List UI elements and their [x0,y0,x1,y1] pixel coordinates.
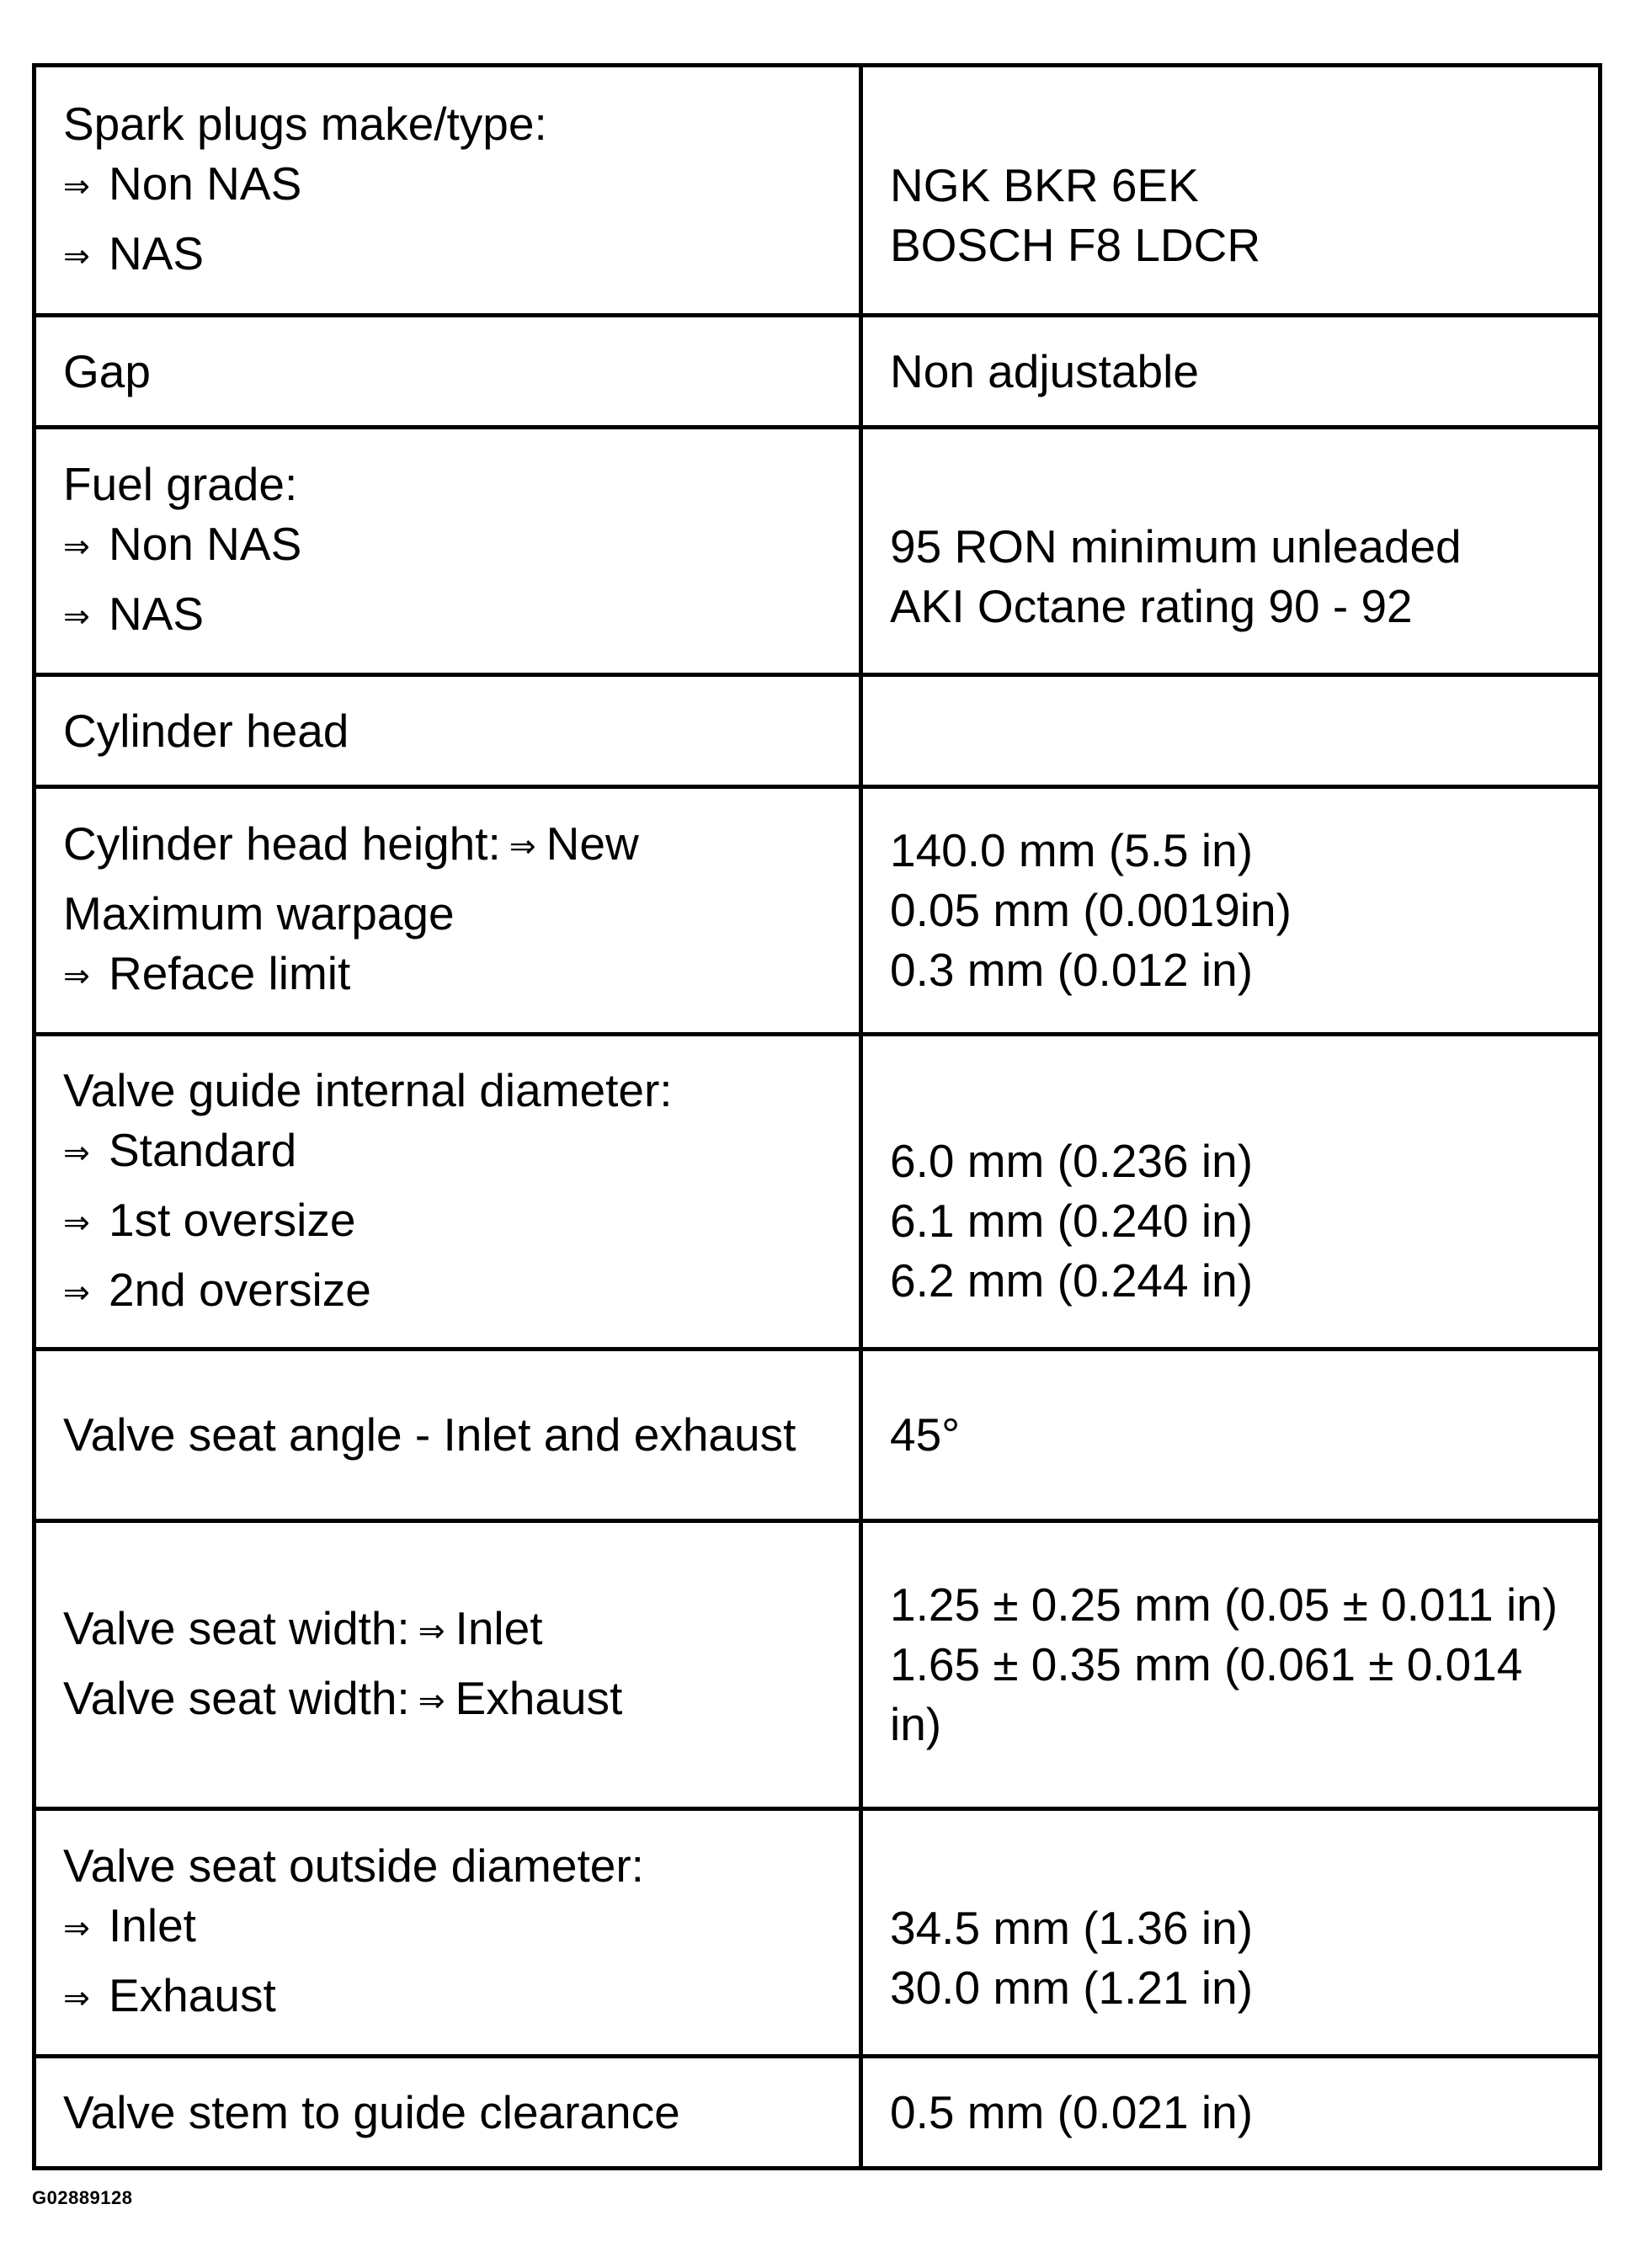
maximum-warpage-value: 0.05 mm (0.0019in) [890,884,1292,936]
arrow-icon: ⇒ [418,1683,445,1719]
valve-guide-value-standard: 6.0 mm (0.236 in) [890,1135,1254,1187]
spark-plugs-value-nas: BOSCH F8 LDCR [890,219,1261,271]
valve-seat-width-value-cell [861,1521,1601,1809]
spark-plugs-non-nas: Non NAS [109,157,302,210]
valve-seat-width-value-exhaust: 1.65 ± 0.35 mm (0.061 ± 0.014 in) [890,1638,1523,1750]
arrow-icon: ⇒ [418,1613,445,1649]
spark-plugs-value-cell [861,66,1601,316]
cylinder-head-height-value: 140.0 mm (5.5 in) [890,824,1254,876]
table-row-spark-plugs [35,66,1601,316]
spark-plugs-title: Spark plugs make/type: [63,97,547,150]
valve-seat-outside-value-exhaust: 30.0 mm (1.21 in) [890,1961,1254,2014]
valve-stem-clearance-label-cell [35,2057,861,2169]
valve-guide-value-1st-oversize: 6.1 mm (0.240 in) [890,1195,1254,1247]
table-row-cylinder-head [35,675,1601,787]
specifications-table [32,63,1602,2170]
table-row-valve-stem-clearance [35,2057,1601,2169]
fuel-grade-value-non-nas: 95 RON minimum unleaded [890,519,1462,572]
valve-stem-clearance-value: 0.5 mm (0.021 in) [890,2085,1254,2138]
valve-guide-title: Valve guide internal diameter: [63,1063,673,1116]
table-row-valve-seat-angle [35,1350,1601,1521]
cylinder-head-title: Cylinder head [63,704,349,757]
fuel-grade-non-nas: Non NAS [109,518,302,570]
valve-guide-standard: Standard [109,1123,297,1176]
valve-seat-width-exhaust: Exhaust [455,1671,623,1724]
arrow-icon: ⇒ [63,168,90,205]
table-row-fuel-grade [35,428,1601,675]
valve-guide-label-cell [35,1035,861,1350]
arrow-icon: ⇒ [63,1275,90,1311]
spark-plugs-value-non-nas: NGK BKR 6EK [890,159,1199,211]
reface-limit-label: Reface limit [109,947,351,999]
cylinder-head-height-label: Cylinder head height: [63,817,501,870]
valve-seat-angle-title: Valve seat angle - Inlet and exhaust [63,1408,796,1461]
valve-seat-outside-inlet: Inlet [109,1899,196,1951]
fuel-grade-value-nas: AKI Octane rating 90 - 92 [890,579,1413,632]
arrow-icon: ⇒ [63,1135,90,1171]
arrow-icon: ⇒ [63,238,90,274]
valve-seat-outside-exhaust: Exhaust [109,1969,276,2021]
reface-limit-value: 0.3 mm (0.012 in) [890,944,1254,996]
arrow-icon: ⇒ [63,959,90,994]
cylinder-head-label-cell [35,675,861,787]
valve-seat-outside-title: Valve seat outside diameter: [63,1839,644,1892]
fuel-grade-label-cell [35,428,861,675]
cylinder-head-height-new: New [546,817,639,870]
table-row-valve-seat-width [35,1521,1601,1809]
valve-seat-width-inlet: Inlet [455,1601,543,1654]
arrow-icon: ⇒ [63,530,90,565]
valve-stem-clearance-title: Valve stem to guide clearance [63,2085,680,2138]
gap-title: Gap [63,344,151,397]
figure-id: G02889128 [32,2187,133,2208]
fuel-grade-nas: NAS [109,588,205,640]
cylinder-head-height-label-cell [35,787,861,1035]
arrow-icon: ⇒ [63,599,90,635]
arrow-icon: ⇒ [63,1205,90,1241]
table-row-cylinder-head-height [35,787,1601,1035]
spark-plugs-nas: NAS [109,226,205,280]
table-row-gap [35,316,1601,428]
arrow-icon: ⇒ [63,1911,90,1946]
valve-seat-width-inlet-label: Valve seat width: [63,1601,410,1654]
valve-guide-2nd-oversize: 2nd oversize [109,1263,371,1316]
fuel-grade-value-cell [861,428,1601,675]
gap-label-cell [35,316,861,428]
table-row-valve-guide-diameter [35,1035,1601,1350]
gap-value-cell [861,316,1601,428]
gap-value: Non adjustable [890,344,1199,397]
valve-seat-width-value-inlet: 1.25 ± 0.25 mm (0.05 ± 0.011 in) [890,1579,1558,1631]
cylinder-head-value-cell [861,675,1601,787]
valve-seat-outside-label-cell [35,1809,861,2057]
valve-guide-value-2nd-oversize: 6.2 mm (0.244 in) [890,1254,1254,1307]
arrow-icon: ⇒ [509,829,536,865]
valve-seat-angle-value: 45° [890,1408,961,1461]
valve-seat-width-exhaust-label: Valve seat width: [63,1671,410,1724]
table-row-valve-seat-outside-diameter [35,1809,1601,2057]
valve-seat-outside-value-inlet: 34.5 mm (1.36 in) [890,1901,1254,1954]
valve-stem-clearance-value-cell [861,2057,1601,2169]
cylinder-head-height-value-cell [861,787,1601,1035]
fuel-grade-title: Fuel grade: [63,458,298,510]
maximum-warpage-label: Maximum warpage [63,887,455,940]
valve-seat-outside-value-cell [861,1809,1601,2057]
valve-guide-value-cell [861,1035,1601,1350]
spark-plugs-label-cell [35,66,861,316]
valve-seat-angle-value-cell [861,1350,1601,1521]
valve-seat-angle-label-cell [35,1350,861,1521]
arrow-icon: ⇒ [63,1981,90,2016]
valve-seat-width-label-cell [35,1521,861,1809]
valve-guide-1st-oversize: 1st oversize [109,1193,356,1246]
